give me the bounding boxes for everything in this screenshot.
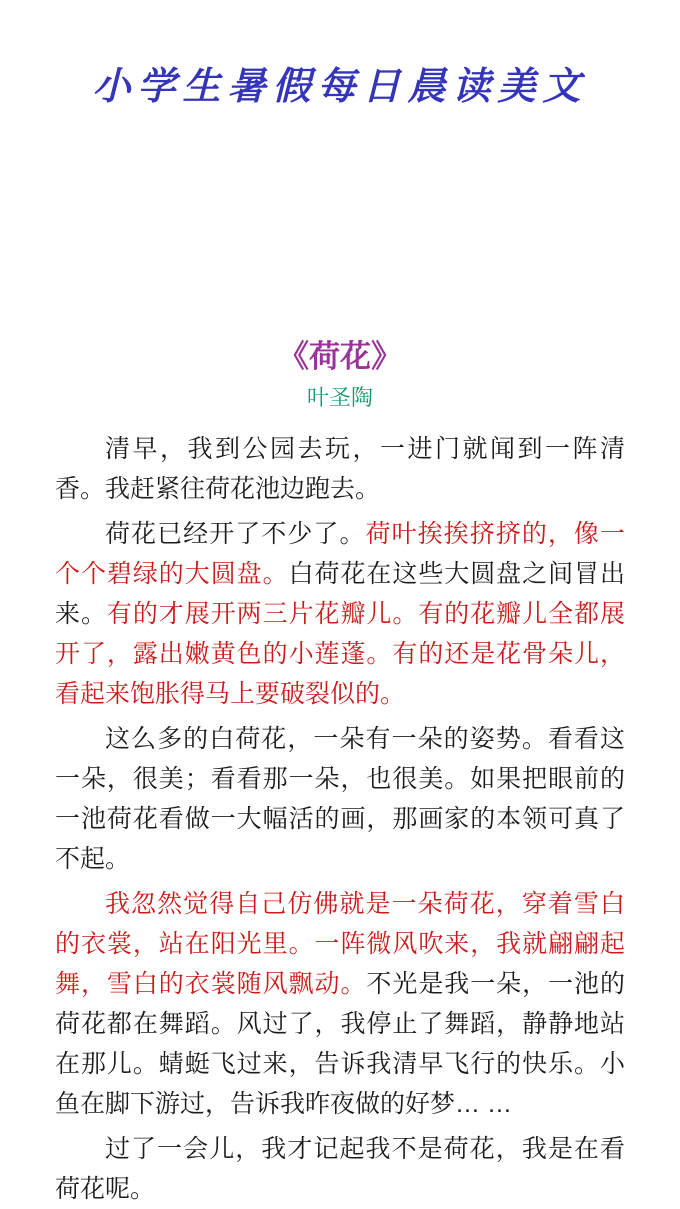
paragraph — [55, 884, 625, 1124]
article-title: 《荷花》 — [278, 339, 402, 374]
text-segment: 荷花已经开了不少了。 — [105, 520, 366, 548]
banner-title: 小学生暑假每日晨读美文 — [92, 63, 588, 108]
text-segment: 不光是我一朵，一池的荷花都在舞蹈。风过了，我停止了舞蹈，静静地站在那儿。蜻蜓飞过来，告诉我清早飞行的快乐。小鱼在脚下游过，告诉我昨夜做的好梦… … — [55, 970, 625, 1118]
article-author: 叶圣陶 — [306, 385, 373, 410]
paragraph — [55, 1129, 625, 1209]
highlighted-text-segment: 荷叶挨挨挤挤的，像一个个碧绿的大圆盘。 — [55, 520, 625, 588]
paragraph — [55, 514, 625, 714]
text-segment: 这么多的白荷花，一朵有一朵的姿势。看看这一朵，很美；看看那一朵，也很美。如果把眼前的一池荷花看做一大幅活的画，那画家的本领可真了不起。 — [55, 725, 625, 873]
article — [0, 338, 680, 1209]
text-segment: 白荷花在这些大圆盘之间冒出来。 — [55, 560, 625, 628]
text-segment: 过了一会儿，我才记起我不是荷花，我是在看荷花呢。 — [55, 1135, 625, 1203]
highlighted-text-segment: 我忽然觉得自己仿佛就是一朵荷花，穿着雪白的衣裳，站在阳光里。一阵微风吹来，我就翩翩起舞，雪白的衣裳随风飘动。 — [55, 890, 625, 998]
article-body — [55, 429, 625, 1209]
highlighted-text-segment: 有的才展开两三片花瓣儿。有的花瓣儿全都展开了，露出嫩黄色的小莲蓬。有的还是花骨朵儿，看起来饱胀得马上要破裂似的。 — [55, 600, 625, 708]
text-segment: 清早，我到公园去玩，一进门就闻到一阵清香。我赶紧往荷花池边跑去。 — [55, 435, 625, 503]
paragraph — [55, 429, 625, 509]
paragraph — [55, 719, 625, 879]
